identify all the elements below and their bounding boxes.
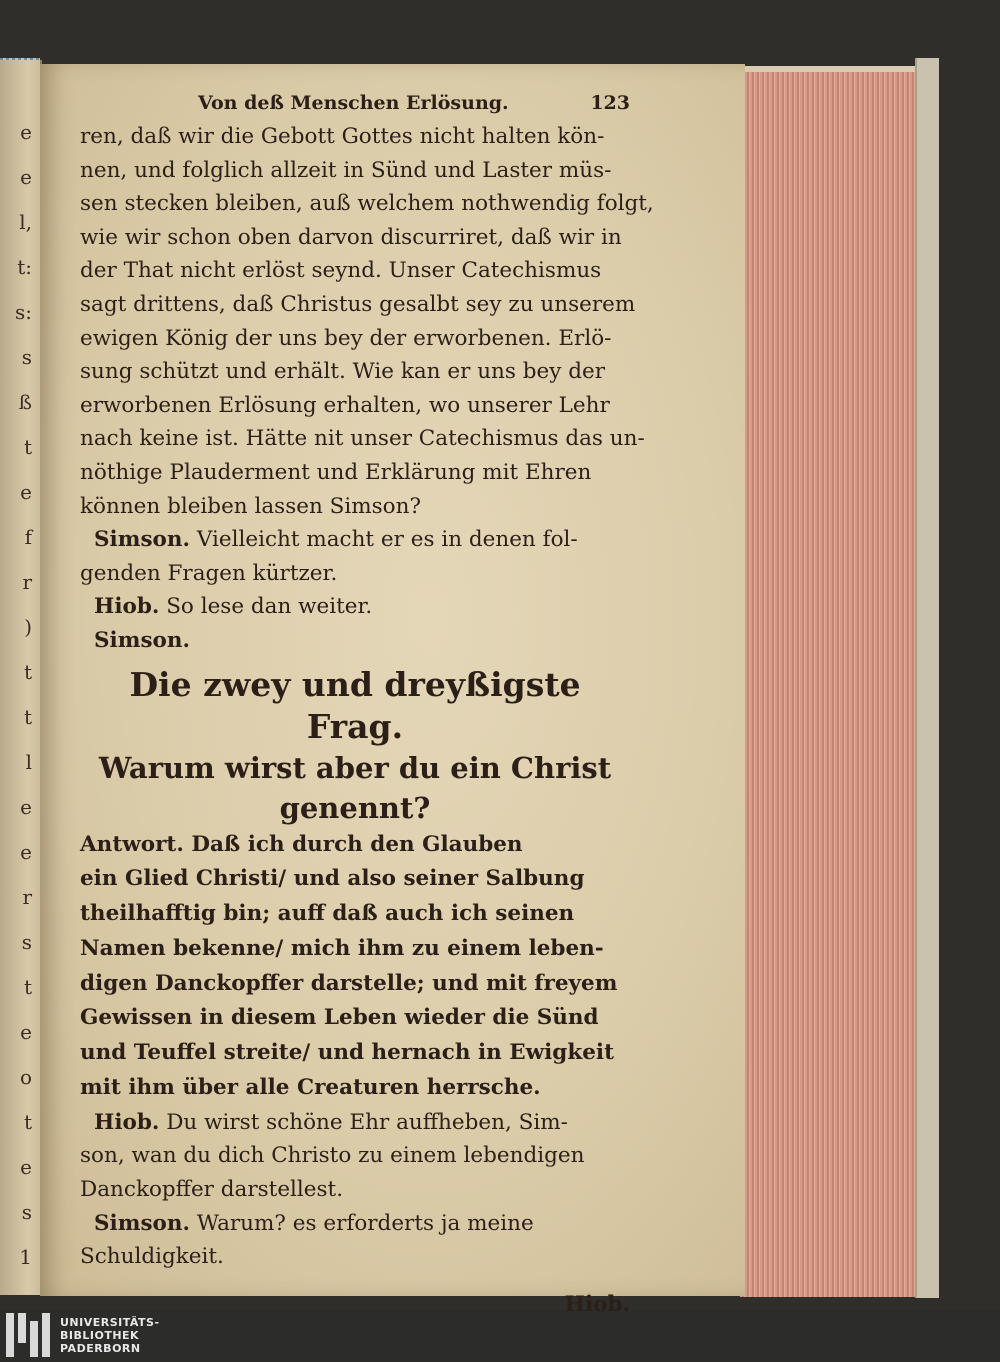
page-number: 123 xyxy=(590,92,630,114)
text-line: erworbenen Erlösung erhalten, wo unserer Lehr xyxy=(80,392,610,418)
left-page-fragment: e xyxy=(20,795,32,819)
book-cover-board xyxy=(915,58,939,1298)
answer-line: digen Danckopffer darstelle; und mit freyem xyxy=(80,970,618,996)
left-page-fragment: t: xyxy=(17,255,32,279)
question-title: Die zwey und dreyßigste Frag. xyxy=(129,664,581,746)
speaker-name: Hiob. xyxy=(94,594,160,620)
speech-text: Warum? es erforderts ja meine xyxy=(196,1210,534,1236)
left-page-fragment: e xyxy=(20,1155,32,1179)
text-line: sagt drittens, daß Christus gesalbt sey zu unserem xyxy=(80,291,636,317)
left-page-fragment: t xyxy=(23,705,32,729)
library-logo-text xyxy=(60,1316,160,1355)
dialogue-line xyxy=(80,1106,630,1140)
left-page-fragment: e xyxy=(20,480,32,504)
library-logo-line: PADERBORN xyxy=(60,1341,141,1355)
dialogue-line xyxy=(80,523,630,557)
answer-line: mit ihm über alle Creaturen herrsche. xyxy=(80,1075,541,1101)
closing-dialogue xyxy=(80,1106,630,1274)
left-page-fragment: e xyxy=(20,165,32,189)
running-head-title: Von deß Menschen Erlösung. xyxy=(198,92,509,114)
answer-line: Antwort. Daß ich durch den Glauben xyxy=(80,831,523,857)
left-page-fragment: t xyxy=(23,1110,32,1134)
speaker-name: Simson. xyxy=(94,627,191,653)
answer-line: Gewissen in diesem Leben wieder die Sünd xyxy=(80,1005,599,1031)
page-text xyxy=(80,92,654,1317)
text-line: können bleiben lassen Simson? xyxy=(80,493,421,519)
left-page-fragment: t xyxy=(23,660,32,684)
speech-text: Du wirst schöne Ehr auffheben, Sim- xyxy=(166,1109,568,1135)
book-fore-edge xyxy=(740,66,920,1297)
dialogue-line xyxy=(80,624,630,658)
left-page-fragment: e xyxy=(20,840,32,864)
library-logo-line: UNIVERSITÄTS- xyxy=(60,1315,160,1329)
library-logo-icon xyxy=(6,1313,50,1357)
question-subtitle: Warum wirst aber du ein Christ xyxy=(98,750,612,785)
text-line: ewigen König der uns bey der erworbenen. Erlö- xyxy=(80,325,612,351)
left-page-fragment: o xyxy=(19,1065,32,1089)
text-line: der That nicht erlöst seynd. Unser Catechismus xyxy=(80,258,602,284)
left-page-fragment: r xyxy=(22,570,32,594)
speaker-name: Simson. xyxy=(94,527,191,553)
dialogue-continuation: son, wan du dich Christo zu einem lebendigen xyxy=(80,1143,585,1169)
speech-text: Vielleicht macht er es in denen fol- xyxy=(196,527,578,553)
left-page-fragment: f xyxy=(24,525,32,549)
left-page-fragment: ß xyxy=(18,390,32,414)
answer-block xyxy=(80,828,630,1106)
library-logo xyxy=(6,1313,160,1357)
left-page-fragment: 1 xyxy=(19,1245,32,1269)
dialogue-line xyxy=(80,590,630,624)
left-page-fragment: s xyxy=(21,1200,32,1224)
left-page-fragment: l, xyxy=(19,210,32,234)
answer-line: und Teuffel streite/ und hernach in Ewigkeit xyxy=(80,1040,615,1066)
catchword: Hiob. xyxy=(564,1291,630,1317)
answer-line: ein Glied Christi/ und also seiner Salbung xyxy=(80,866,585,892)
left-page-fragment: t xyxy=(23,975,32,999)
speaker-name: Hiob. xyxy=(94,1109,160,1135)
paragraph xyxy=(80,120,654,523)
text-line: sen stecken bleiben, auß welchem nothwendig folgt, xyxy=(80,191,654,217)
dialogue-continuation: genden Fragen kürtzer. xyxy=(80,560,338,586)
speech-text: So lese dan weiter. xyxy=(166,594,373,620)
text-line: nöthige Plauderment und Erklärung mit Ehren xyxy=(80,459,592,485)
left-page-fragment: s xyxy=(21,345,32,369)
text-line: nach keine ist. Hätte nit unser Catechismus das un- xyxy=(80,426,645,452)
answer-line: theilhafftig bin; auff daß auch ich seinen xyxy=(80,901,575,927)
left-page-fragment: e xyxy=(20,1020,32,1044)
left-page-fragment: t xyxy=(23,435,32,459)
dialogue-continuation: Schuldigkeit. xyxy=(80,1244,224,1270)
left-page-fragment: s xyxy=(21,930,32,954)
left-page-fragment: ) xyxy=(24,615,32,639)
left-page-fragment: l xyxy=(25,750,32,774)
dialogue-continuation: Danckopffer darstellest. xyxy=(80,1177,344,1203)
left-page-fragment: e xyxy=(20,120,32,144)
speaker-name: Simson. xyxy=(94,1210,191,1236)
left-page-edge xyxy=(0,60,42,1295)
dialogue-line xyxy=(80,1207,630,1241)
text-line: wie wir schon oben darvon discurriret, daß wir in xyxy=(80,224,622,250)
dialogue xyxy=(80,523,630,657)
library-logo-line: BIBLIOTHEK xyxy=(60,1328,140,1342)
left-page-fragment: s: xyxy=(14,300,32,324)
text-line: sung schützt und erhält. Wie kan er uns bey der xyxy=(80,359,605,385)
text-line: ren, daß wir die Gebott Gottes nicht halten kön- xyxy=(80,124,605,149)
text-line: nen, und folglich allzeit in Sünd und Laster müs- xyxy=(80,157,612,183)
left-page-fragment: r xyxy=(22,885,32,909)
question-subtitle-cont: genennt? xyxy=(279,790,431,825)
answer-line: Namen bekenne/ mich ihm zu einem leben- xyxy=(80,935,604,961)
running-head xyxy=(198,92,630,120)
